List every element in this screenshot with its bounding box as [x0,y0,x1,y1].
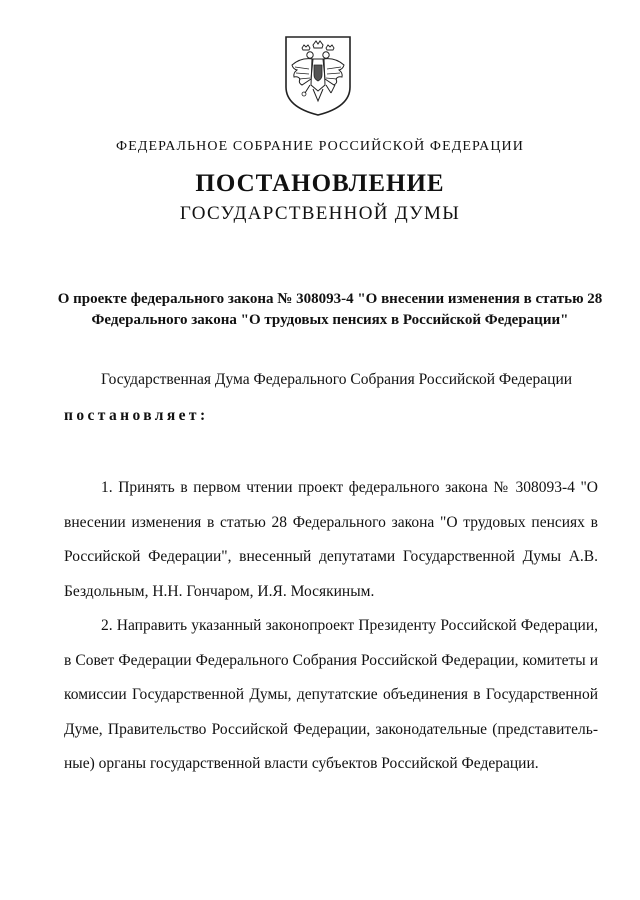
document-issuer-title: ГОСУДАРСТВЕННОЙ ДУМЫ [179,203,461,224]
document-subject: О проекте федерального закона № 308093-4 "О внесении изменения в статью 28 Федерального закона "О трудовых пенсиях в Российской Федерации" [57,291,603,328]
document-type-title: ПОСТАНОВЛЕНИЕ [195,170,445,197]
resolves-word: постановляет: [64,407,209,424]
preamble-paragraph: Государственная Дума Федерального Собрания Российской Федерации [101,371,573,388]
assembly-title: ФЕДЕРАЛЬНОЕ СОБРАНИЕ РОССИЙСКОЙ ФЕДЕРАЦИИ [116,139,524,154]
resolution-item: 1. Принять в первом чтении проект федерального закона № 308093-4 "О внесении изменения в статью 28 Федерального закона "О трудовых пенсиях в Российской Федерации", внесенный депутатами Государственной Думы А.В. Бездольным, Н.Н. Гончаром, И.Я. Мосякиным. [64,479,598,600]
resolution-item: 2. Направить указанный законопроект Президенту Российской Федерации, в Совет Федерации Федерального Собрания Российской Федерации, комитеты и комиссии Государственной Думы, депутатские объединения в Государственной Думе, Правительство Российской Федерации, законодательные (представительные) органы государственной власти субъектов Российской Федерации. [64,617,598,772]
russian-coat-of-arms-icon [283,35,353,117]
